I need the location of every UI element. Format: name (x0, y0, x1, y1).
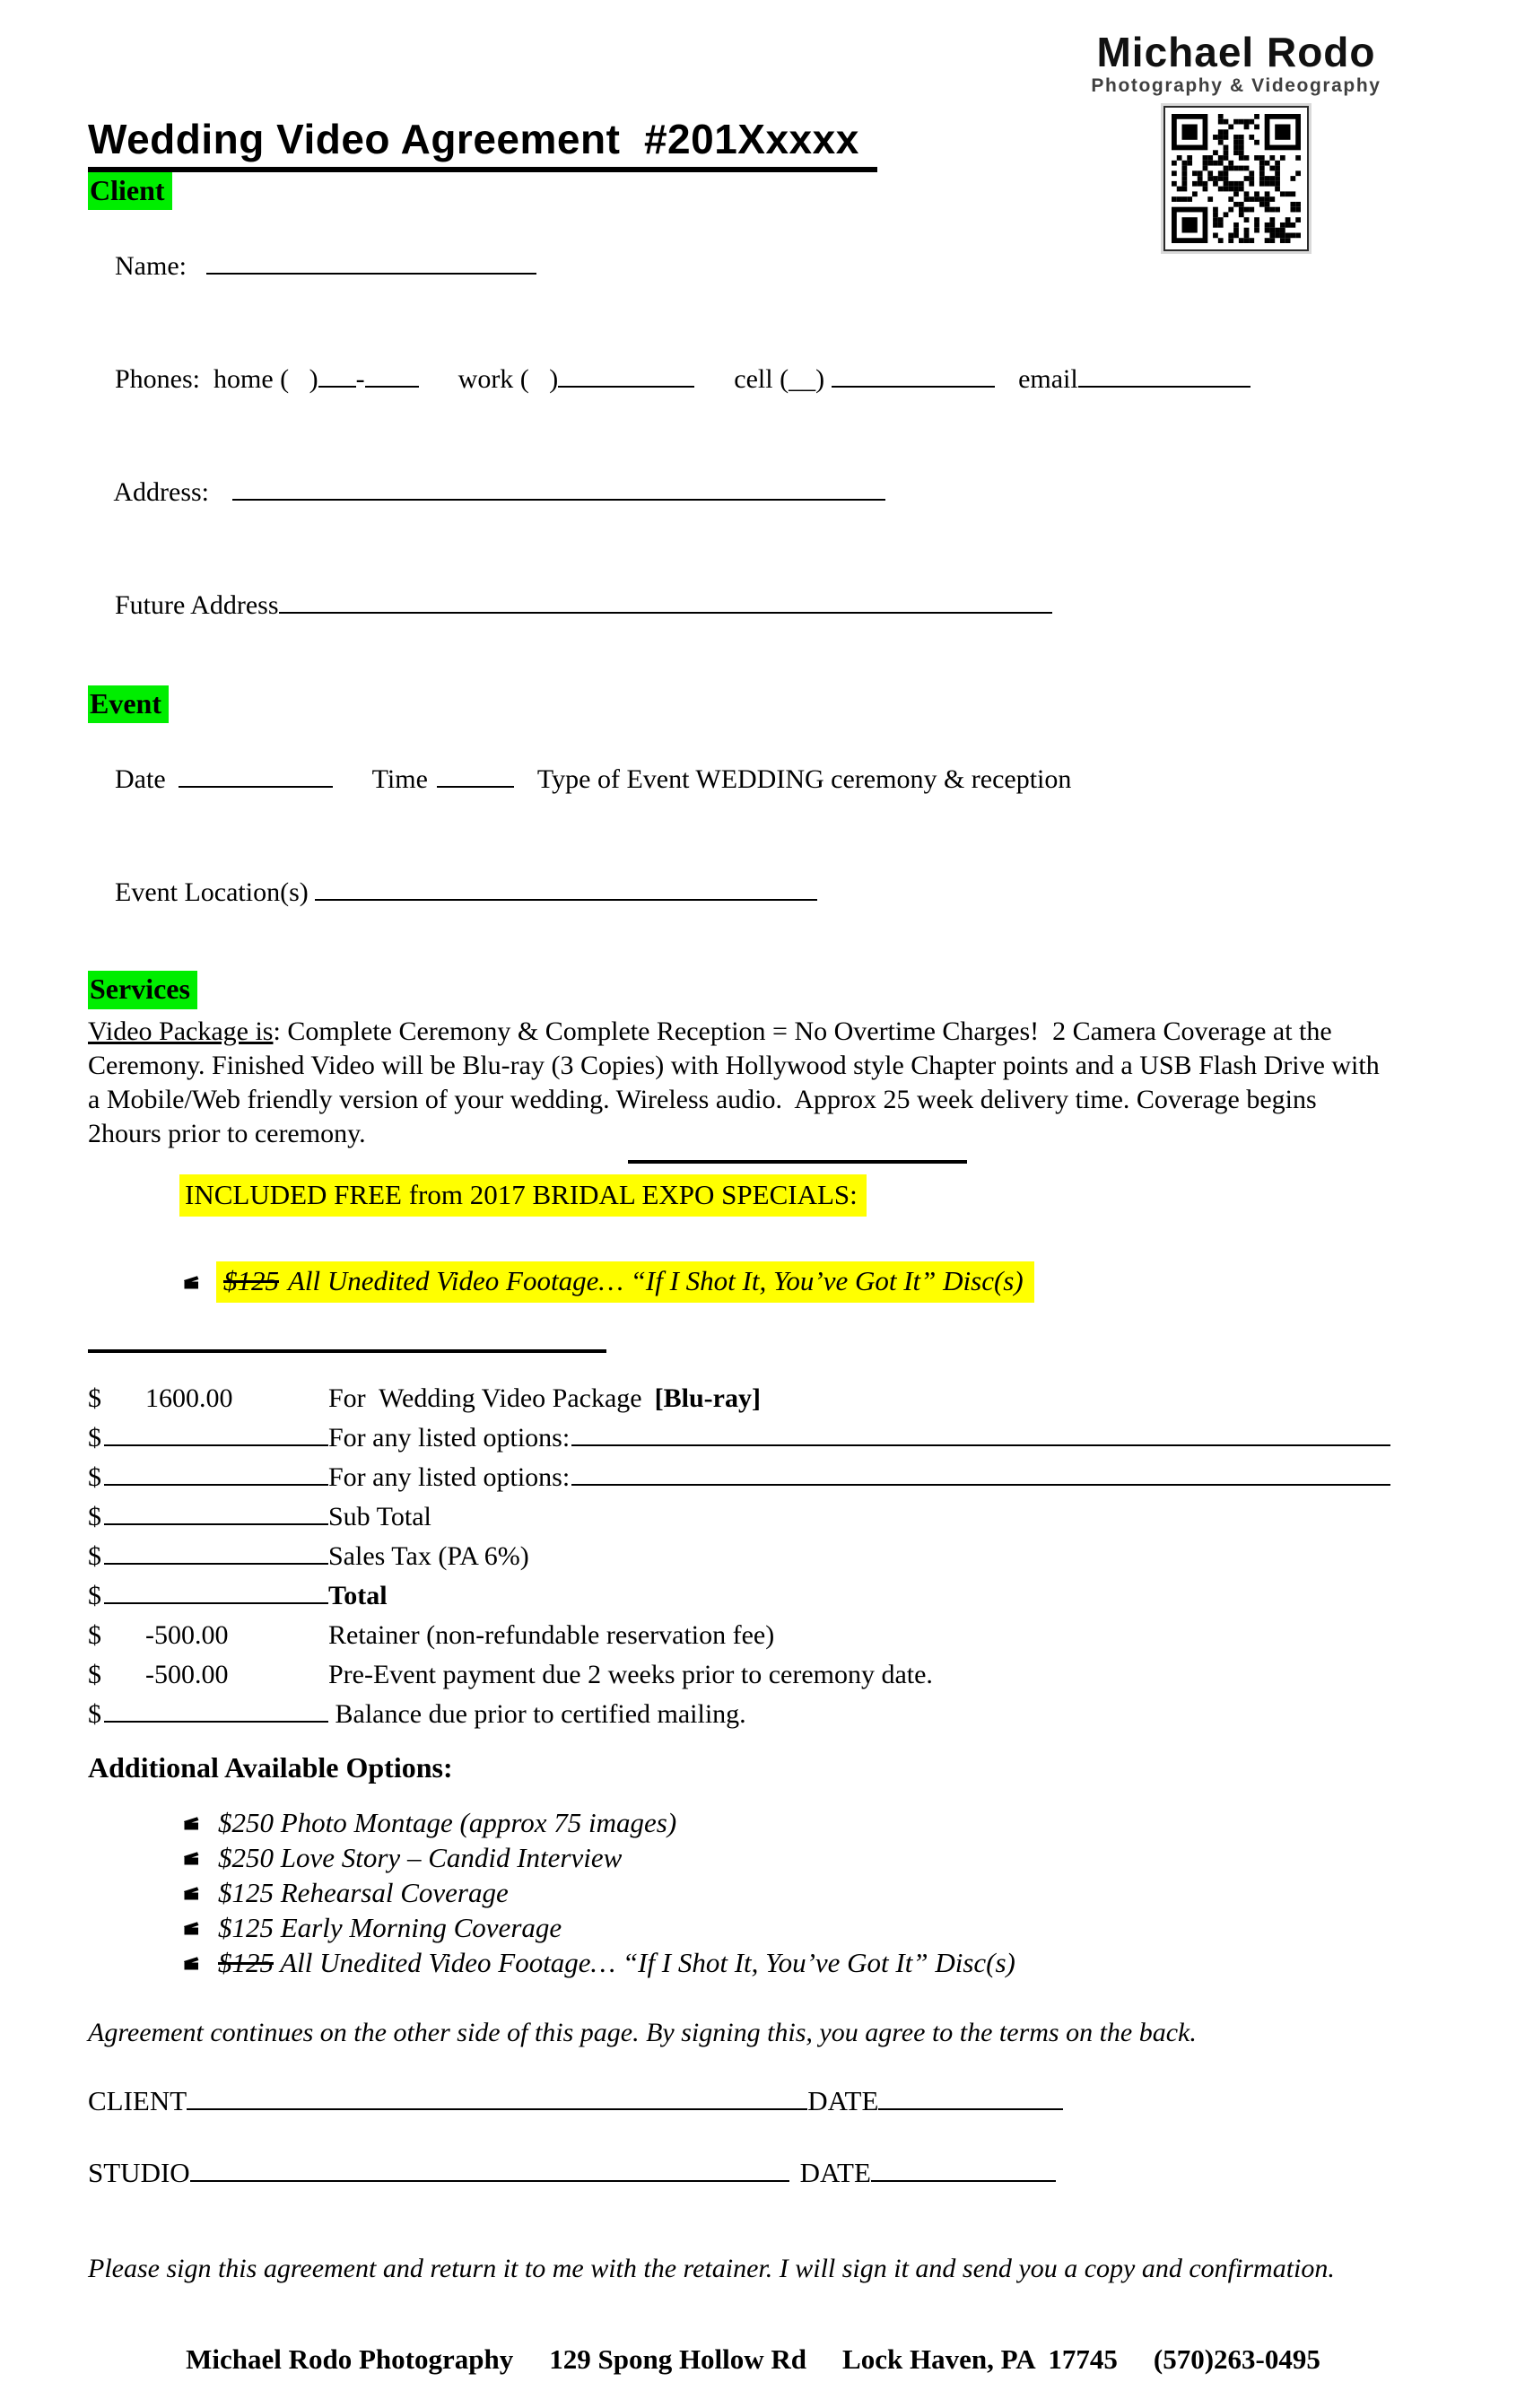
divider-line-lower (88, 1349, 606, 1353)
footer-address: 129 Spong Hollow Rd (549, 2343, 807, 2375)
free-item-text (216, 1261, 1034, 1303)
option-price: $250 (218, 1842, 274, 1874)
currency-symbol: $ (88, 1461, 101, 1492)
client-date-blank (878, 2085, 1063, 2110)
client-phones-line (88, 323, 1390, 436)
studio-signature-row (88, 2157, 1390, 2198)
phone-dash: - (355, 363, 365, 394)
clapperboard-bullet-icon (183, 1885, 202, 1901)
option-text: Rehearsal Coverage (280, 1877, 509, 1909)
client-section-heading: Client (88, 172, 172, 210)
future-address-blank (279, 590, 1052, 614)
email-blank (1078, 364, 1250, 388)
price-row-option-1 (88, 1423, 1390, 1462)
email-label: email (1018, 363, 1078, 394)
free-item-bullet-row (183, 1261, 1390, 1303)
additional-options-list (88, 1806, 1390, 1981)
included-free-heading: INCLUDED FREE from 2017 BRIDAL EXPO SPECIALS: (179, 1174, 867, 1217)
date-label: DATE (799, 2156, 871, 2188)
package-description: For Wedding Video Package (328, 1383, 642, 1413)
studio-logo-block (1021, 31, 1451, 258)
event-location-label: Event Location(s) (115, 877, 316, 908)
clapperboard-bullet-icon (183, 1274, 202, 1290)
clapperboard-bullet-icon (183, 1815, 202, 1831)
date-label: DATE (807, 2084, 879, 2116)
footer-phone: (570)263-0495 (1153, 2343, 1320, 2375)
total-label: Total (328, 1580, 388, 1610)
option-item-unedited-footage (183, 1946, 1390, 1981)
price-row-subtotal (88, 1502, 1390, 1541)
row-description: Pre-Event payment due 2 weeks prior to ceremony date. (328, 1659, 933, 1689)
currency-symbol: $ (88, 1659, 101, 1689)
amount-blank (104, 1462, 328, 1486)
event-date-line (88, 723, 1390, 836)
price-row-option-2 (88, 1462, 1390, 1502)
divider-line-upper (628, 1160, 967, 1164)
logo-wordmark: Michael Rodo (1096, 29, 1376, 75)
cell-phone-blank (832, 364, 995, 388)
services-section-heading: Services (88, 971, 197, 1008)
currency-symbol: $ (88, 1540, 101, 1571)
row-description: For any listed options: (328, 1461, 571, 1492)
address-blank (232, 477, 885, 501)
work-phone-blank (558, 364, 694, 388)
clapperboard-bullet-icon (183, 1850, 202, 1866)
studio-date-blank (871, 2157, 1056, 2182)
amount-blank (104, 1423, 328, 1446)
price-row-retainer (88, 1620, 1390, 1660)
currency-symbol: $ (88, 1422, 101, 1453)
package-amount: 1600.00 (145, 1383, 233, 1413)
please-sign-note: Please sign this agreement and return it to me with the retainer. I will sign it and send you a copy and confirmation. (88, 2253, 1335, 2283)
currency-symbol: $ (88, 1383, 101, 1413)
footer-studio-name: Michael Rodo Photography (186, 2343, 514, 2375)
options-blank (571, 1462, 1390, 1486)
event-section-heading: Event (88, 685, 169, 723)
time-label: Time (371, 764, 428, 795)
client-signature-label: CLIENT (88, 2084, 187, 2116)
row-description: Balance due prior to certified mailing. (328, 1698, 746, 1729)
studio-signature-label: STUDIO (88, 2156, 190, 2188)
option-text: Love Story – Candid Interview (280, 1842, 623, 1874)
qr-code (1163, 106, 1309, 251)
client-address-line (88, 436, 1390, 549)
page-title: Wedding Video Agreement #201Xxxxx (88, 117, 877, 172)
date-label: Date (115, 764, 166, 795)
option-price: $125 (218, 1877, 274, 1909)
option-item-rehearsal (183, 1876, 1390, 1911)
time-blank (437, 764, 514, 788)
logo-tagline: Photography & Videography (1091, 75, 1381, 97)
currency-symbol: $ (88, 1698, 101, 1729)
footer-city: Lock Haven, PA 17745 (842, 2343, 1118, 2375)
home-phone-label: home ( ) (214, 363, 318, 394)
amount-blank (104, 1581, 328, 1604)
client-future-address-line (88, 549, 1390, 662)
amount-blank (104, 1699, 328, 1723)
address-label: Address: (113, 476, 210, 507)
option-price: $125 (218, 1947, 274, 1979)
home-phone-blank-2 (365, 364, 419, 388)
footer-contact-line (88, 2311, 1390, 2408)
video-package-text: : Complete Ceremony & Complete Reception = No Overtime Charges! 2 Camera Coverage at the Ceremony. Finished Video will be Blu-ray (3 Copies) with Hollywood style Chapter points and a USB Flash Drive with a Mobile/Web friendly version of your wedding. Wireless audio. Approx 25 week delivery time. Coverage begins 2hours prior to ceremony. (88, 1016, 1387, 1148)
work-phone-label: work ( ) (458, 363, 559, 394)
option-price: $250 (218, 1807, 274, 1839)
option-item-early-morning (183, 1911, 1390, 1946)
agreement-continues-note: Agreement continues on the other side of this page. By signing this, you agree to the terms on the back. (88, 2017, 1197, 2047)
option-item-love-story (183, 1841, 1390, 1876)
cell-phone-label: cell (__) (734, 363, 825, 394)
name-blank-field (206, 251, 536, 275)
video-package-label: Video Package is (88, 1016, 274, 1046)
option-text: Photo Montage (approx 75 images) (280, 1807, 677, 1839)
row-description: Sub Total (328, 1501, 431, 1531)
home-phone-blank-1 (318, 364, 356, 388)
clapperboard-bullet-icon (183, 1955, 202, 1971)
option-item-photo-montage (183, 1806, 1390, 1841)
option-price: $125 (218, 1912, 274, 1944)
additional-options-heading: Additional Available Options: (88, 1750, 453, 1784)
option-text: Early Morning Coverage (280, 1912, 562, 1944)
price-row-sales-tax (88, 1541, 1390, 1581)
client-signature-blank (187, 2085, 807, 2110)
pre-event-amount: -500.00 (145, 1659, 229, 1689)
option-text: All Unedited Video Footage… “If I Shot It, You’ve Got It” Disc(s) (280, 1947, 1015, 1979)
currency-symbol: $ (88, 1619, 101, 1650)
currency-symbol: $ (88, 1580, 101, 1610)
amount-blank (104, 1541, 328, 1565)
phones-label: Phones: (115, 363, 214, 394)
future-address-label: Future Address (115, 589, 279, 620)
row-description: For any listed options: (328, 1422, 571, 1453)
event-location-blank (315, 877, 817, 901)
retainer-amount: -500.00 (145, 1619, 229, 1650)
clapperboard-bullet-icon (183, 1920, 202, 1936)
price-row-pre-event (88, 1660, 1390, 1699)
price-row-balance (88, 1699, 1390, 1739)
price-row-total (88, 1581, 1390, 1620)
services-paragraph (88, 1015, 1390, 1151)
package-format: [Blu-ray] (654, 1383, 761, 1413)
pricing-table (88, 1383, 1390, 1739)
name-label: Name: (115, 250, 187, 281)
free-item-description: All Unedited Video Footage… “If I Shot It, You’ve Got It” Disc(s) (288, 1264, 1024, 1296)
event-location-line (88, 836, 1390, 949)
free-item-price: $125 (223, 1264, 279, 1296)
event-type-text: Type of Event WEDDING ceremony & reception (536, 764, 1072, 795)
row-description: Retainer (non-refundable reservation fee) (328, 1619, 775, 1650)
row-description: Sales Tax (PA 6%) (328, 1540, 529, 1571)
studio-signature-blank (190, 2157, 789, 2182)
amount-blank (104, 1502, 328, 1525)
options-blank (571, 1423, 1390, 1446)
date-blank (179, 764, 333, 788)
qr-code-image (1172, 114, 1301, 243)
price-row-package (88, 1383, 1390, 1423)
currency-symbol: $ (88, 1501, 101, 1531)
client-signature-row (88, 2085, 1390, 2126)
